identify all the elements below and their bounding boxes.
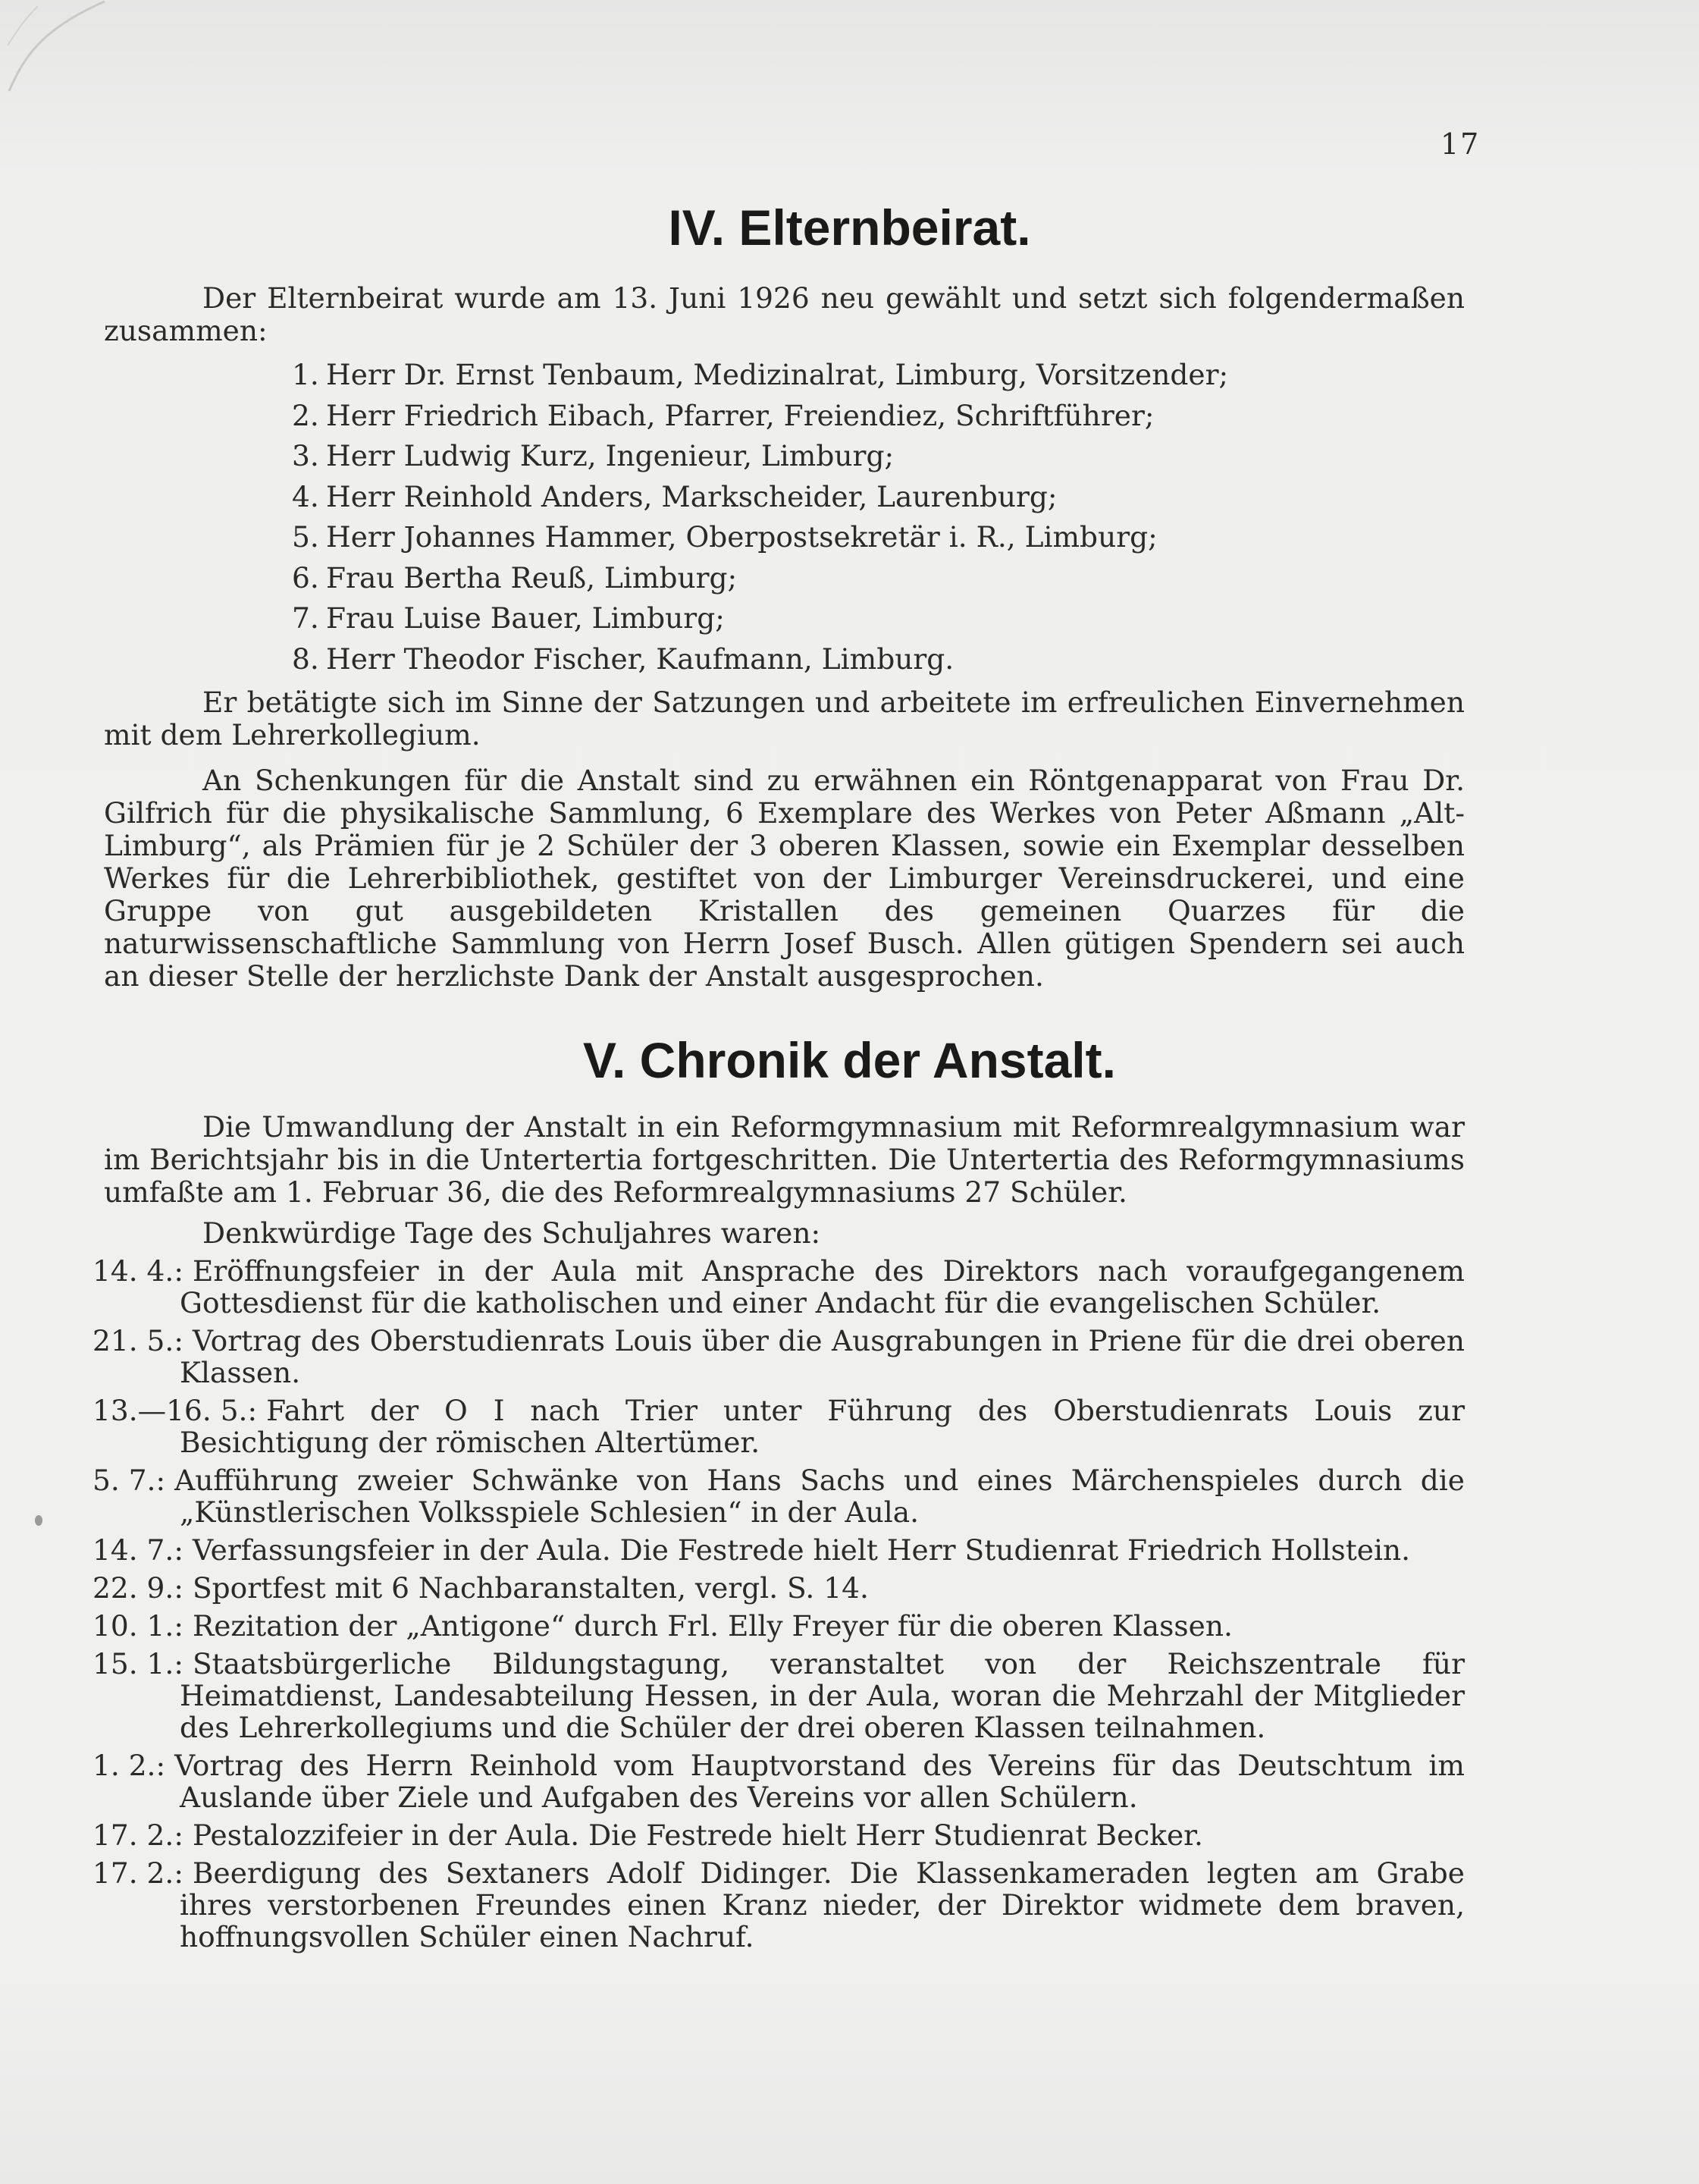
member-number: 3. [292,439,319,472]
entry-text: Fahrt der O I nach Trier unter Führung des Oberstudienrats Louis zur Besichtigung der römischen Altertümer. [180,1394,1465,1459]
entry-date: 14. 4.: [92,1254,183,1288]
chronicle-list [92,1255,1465,1959]
member-text: Herr Friedrich Eibach, Pfarrer, Freiendiez, Schriftführer; [326,398,1155,432]
list-item [292,598,1228,639]
list-item [292,477,1228,518]
entry-text: Staatsbürgerliche Bildungstagung, veranstaltet von der Reichszentrale für Heimatdienst, Landesabteilung Hessen, in der Aula, woran die Mehrzahl der Mitglieder des Lehrerkollegiums und die Schüler der drei oberen Klassen teilnahmen. [180,1647,1465,1744]
member-text: Frau Bertha Reuß, Limburg; [326,560,738,595]
list-item [292,639,1228,680]
entry-date: 14. 7.: [92,1533,183,1567]
member-number: 7. [292,601,319,635]
entry-text: Eröffnungsfeier in der Aula mit Ansprache des Direktors nach voraufgegangenem Gottesdienst für die katholischen und einer Andacht für die evangelischen Schüler. [180,1254,1465,1320]
member-text: Herr Reinhold Anders, Markscheider, Laurenburg; [326,479,1058,513]
entry-date: 13.—16. 5.: [92,1394,258,1427]
member-text: Herr Ludwig Kurz, Ingenieur, Limburg; [326,439,895,472]
entry-text: Pestalozzifeier in der Aula. Die Festrede hielt Herr Studienrat Becker. [192,1818,1203,1852]
member-number: 5. [292,520,319,554]
section-iv-donations: An Schenkungen für die Anstalt sind zu erwähnen ein Röntgenapparat von Frau Dr. Gilfrich für die physikalische Sammlung, 6 Exemplare des Werkes von Peter Aßmann „Alt-Limburg“, als Prämien für je 2 Schüler der 3 oberen Klassen, sowie ein Exemplar desselben Werkes für die Lehrerbibliothek, gestiftet von der Limburger Vereinsdruckerei, und eine Gruppe von gut ausgebildeten Kristallen des gemeinen Quarzes für die naturwissenschaftliche Sammlung von Herrn Josef Busch. Allen gütigen Spendern sei auch an dieser Stelle der herzlichste Dank der Anstalt ausgesprochen. [104,764,1465,993]
paper-spot [35,1515,42,1526]
entry-text: Verfassungsfeier in der Aula. Die Festrede hielt Herr Studienrat Friedrich Hollstein. [192,1533,1411,1567]
list-item [92,1648,1465,1743]
entry-text: Vortrag des Herrn Reinhold vom Hauptvorstand des Vereins für das Deutschtum im Auslande über Ziele und Aufgaben des Vereins vor allen Schülern. [174,1749,1465,1814]
member-number: 4. [292,479,319,513]
list-item [92,1395,1465,1458]
list-item [292,355,1228,396]
member-text: Herr Dr. Ernst Tenbaum, Medizinalrat, Limburg, Vorsitzender; [326,358,1229,391]
member-text: Herr Theodor Fischer, Kaufmann, Limburg. [326,642,955,676]
member-number: 2. [292,398,319,432]
entry-date: 15. 1.: [92,1647,183,1680]
entry-date: 5. 7.: [92,1464,166,1497]
member-list [292,355,1228,679]
section-iv-activity: Er betätigte sich im Sinne der Satzungen und arbeitete im erfreulichen Einvernehmen mit dem Lehrerkollegium. [104,686,1465,752]
list-item [92,1255,1465,1319]
entry-text: Rezitation der „Antigone“ durch Frl. Elly Freyer für die oberen Klassen. [192,1609,1233,1643]
list-item [292,396,1228,437]
list-item [92,1819,1465,1851]
entry-text: Beerdigung des Sextaners Adolf Didinger. Die Klassenkameraden legten am Grabe ihres verstorbenen Freundes einen Kranz nieder, der Direktor widmete dem braven, hoffnungsvollen Schüler einen Nachruf. [180,1856,1465,1953]
entry-date: 21. 5.: [92,1324,183,1357]
list-item [292,436,1228,477]
member-text: Herr Johannes Hammer, Oberpostsekretär i. R., Limburg; [326,520,1158,554]
list-item [92,1325,1465,1389]
member-number: 1. [292,358,319,391]
entry-text: Aufführung zweier Schwänke von Hans Sachs und eines Märchenspieles durch die „Künstlerischen Volksspiele Schlesien“ in der Aula. [174,1464,1465,1529]
section-v-title: V. Chronik der Anstalt. [583,1032,1116,1088]
list-item [292,558,1228,599]
entry-date: 10. 1.: [92,1609,183,1643]
page-corner-crease [8,0,106,99]
days-heading: Denkwürdige Tage des Schuljahres waren: [202,1216,821,1250]
entry-text: Vortrag des Oberstudienrats Louis über die Ausgrabungen in Priene für die drei oberen Klassen. [180,1324,1465,1389]
list-item [92,1857,1465,1953]
list-item [92,1534,1465,1566]
section-iv-intro: Der Elternbeirat wurde am 13. Juni 1926 neu gewählt und setzt sich folgendermaßen zusammen: [104,281,1465,347]
entry-text: Sportfest mit 6 Nachbaranstalten, vergl. S. 14. [192,1571,869,1605]
member-number: 6. [292,560,319,595]
list-item [92,1749,1465,1813]
entry-date: 1. 2.: [92,1749,166,1782]
entry-date: 17. 2.: [92,1818,183,1852]
list-item [92,1610,1465,1642]
member-text: Frau Luise Bauer, Limburg; [326,601,725,635]
entry-date: 22. 9.: [92,1571,183,1605]
section-iv-title: IV. Elternbeirat. [668,199,1031,256]
list-item [292,517,1228,558]
list-item [92,1464,1465,1528]
page-number: 17 [1440,127,1481,161]
section-v-intro: Die Umwandlung der Anstalt in ein Reformgymnasium mit Reformrealgymnasium war im Berichtsjahr bis in die Untertertia fortgeschritten. Die Untertertia des Reformgymnasiums umfaßte am 1. Februar 36, die des Reformrealgymnasiums 27 Schüler. [104,1110,1465,1209]
list-item [92,1572,1465,1604]
member-number: 8. [292,642,319,676]
entry-date: 17. 2.: [92,1856,183,1890]
